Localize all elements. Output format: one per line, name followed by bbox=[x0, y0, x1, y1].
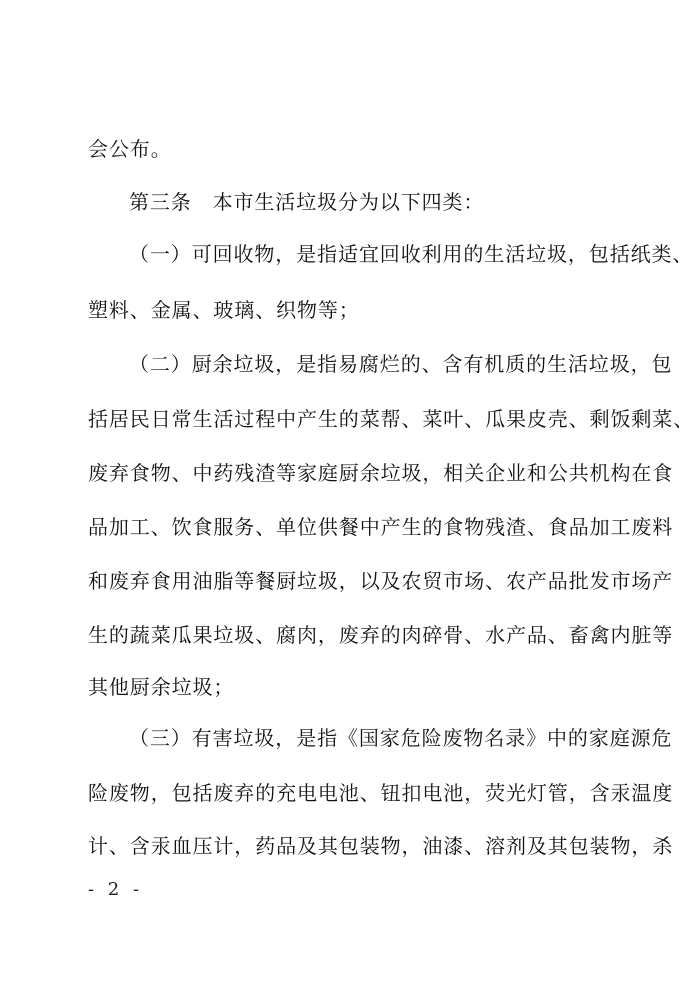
text-line-item-2-cont-4: 和废弃食用油脂等餐厨垃圾，以及农贸市场、农产品批发市场产 bbox=[88, 569, 674, 593]
text-line-item-3-start: （三）有害垃圾，是指《国家危险废物名录》中的家庭源危 bbox=[129, 726, 673, 750]
text-line-item-1-start: （一）可回收物，是指适宜回收利用的生活垃圾，包括纸类、 bbox=[129, 242, 694, 266]
text-line-item-2-cont-1: 括居民日常生活过程中产生的菜帮、菜叶、瓜果皮壳、剩饭剩菜、 bbox=[88, 407, 695, 431]
text-line-item-2-end: 其他厨余垃圾； bbox=[88, 675, 235, 699]
text-line-item-2-cont-3: 品加工、饮食服务、单位供餐中产生的食物残渣、食品加工废料 bbox=[88, 515, 674, 539]
text-line-item-2-start: （二）厨余垃圾，是指易腐烂的、含有机质的生活垃圾，包 bbox=[129, 352, 673, 376]
text-line-item-2-cont-5: 生的蔬菜瓜果垃圾、腐肉，废弃的肉碎骨、水产品、畜禽内脏等 bbox=[88, 623, 674, 647]
text-line-item-3-cont-1: 险废物，包括废弃的充电电池、钮扣电池，荧光灯管，含汞温度 bbox=[88, 781, 674, 805]
page-number: - 2 - bbox=[88, 879, 144, 900]
text-line-item-2-cont-2: 废弃食物、中药残渣等家庭厨余垃圾，相关企业和公共机构在食 bbox=[88, 461, 674, 485]
text-line-item-3-cont-2: 计、含汞血压计，药品及其包装物，油漆、溶剂及其包装物，杀 bbox=[88, 834, 674, 858]
text-line-continuation: 会公布。 bbox=[88, 137, 172, 161]
text-line-article-3-heading: 第三条 本市生活垃圾分为以下四类： bbox=[129, 190, 485, 214]
text-line-item-1-end: 塑料、金属、玻璃、织物等； bbox=[88, 298, 360, 322]
